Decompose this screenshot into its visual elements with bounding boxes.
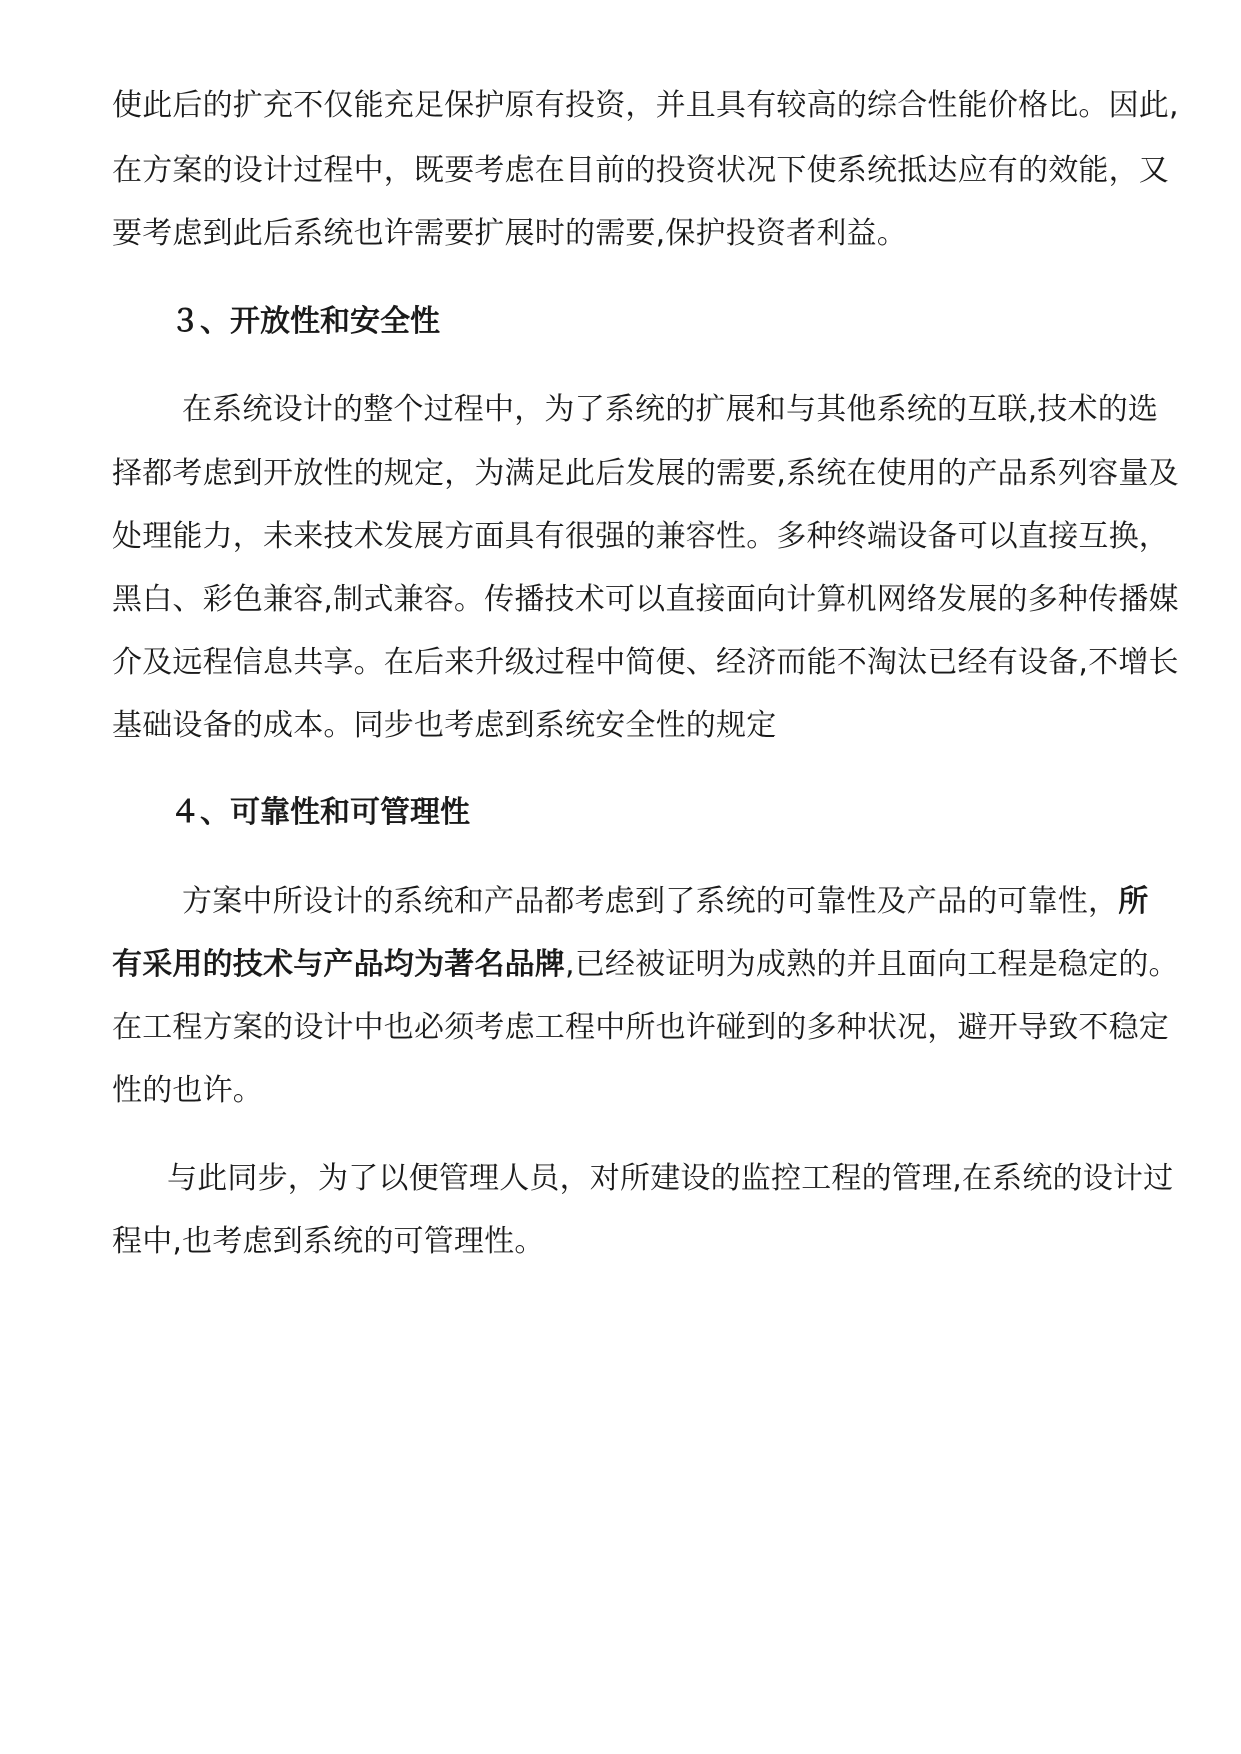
text-normal: 方案中所设计的系统和产品都考虑到了系统的可靠性及产品的可靠性， [182, 884, 1119, 919]
paragraph-line: 在工程方案的设计中也必须考虑工程中所也许碰到的多种状况，避开导致不稳定 [112, 1010, 1169, 1045]
text-bold: 有采用的技术与产品均为著名品牌 [112, 947, 565, 982]
paragraph-line: 介及远程信息共享。在后来升级过程中简便、经济而能不淘汰已经有设备,不增长 [112, 645, 1179, 680]
paragraph-line: 黑白、彩色兼容,制式兼容。传播技术可以直接面向计算机网络发展的多种传播媒 [112, 582, 1179, 617]
paragraph-line: 基础设备的成本。同步也考虑到系统安全性的规定 [112, 708, 777, 743]
paragraph-line: 择都考虑到开放性的规定，为满足此后发展的需要,系统在使用的产品系列容量及 [112, 456, 1179, 491]
paragraph-line [182, 882, 1241, 922]
paragraph-line: 处理能力，未来技术发展方面具有很强的兼容性。多种终端设备可以直接互换， [112, 519, 1169, 554]
paragraph-line: 程中,也考虑到系统的可管理性。 [112, 1224, 545, 1259]
paragraph-line [112, 945, 1179, 985]
paragraph-line: 使此后的扩充不仅能充足保护原有投资，并且具有较高的综合性能价格比。因此, [112, 88, 1179, 123]
section-heading: ４、可靠性和可管理性 [170, 795, 470, 830]
paragraph-line: 要考虑到此后系统也许需要扩展时的需要,保护投资者利益。 [112, 216, 907, 251]
text-bold: 所 [1118, 884, 1149, 919]
paragraph-line: 与此同步，为了以便管理人员，对所建设的监控工程的管理,在系统的设计过 [167, 1161, 1174, 1196]
section-heading: ３、开放性和安全性 [170, 304, 440, 339]
paragraph-line: 性的也许。 [112, 1073, 263, 1108]
paragraph-line: 在方案的设计过程中，既要考虑在目前的投资状况下使系统抵达应有的效能，又 [112, 153, 1169, 188]
text-normal: ,已经被证明为成熟的并且面向工程是稳定的。 [565, 947, 1179, 982]
paragraph-line: 在系统设计的整个过程中，为了系统的扩展和与其他系统的互联,技术的选 [182, 392, 1159, 427]
